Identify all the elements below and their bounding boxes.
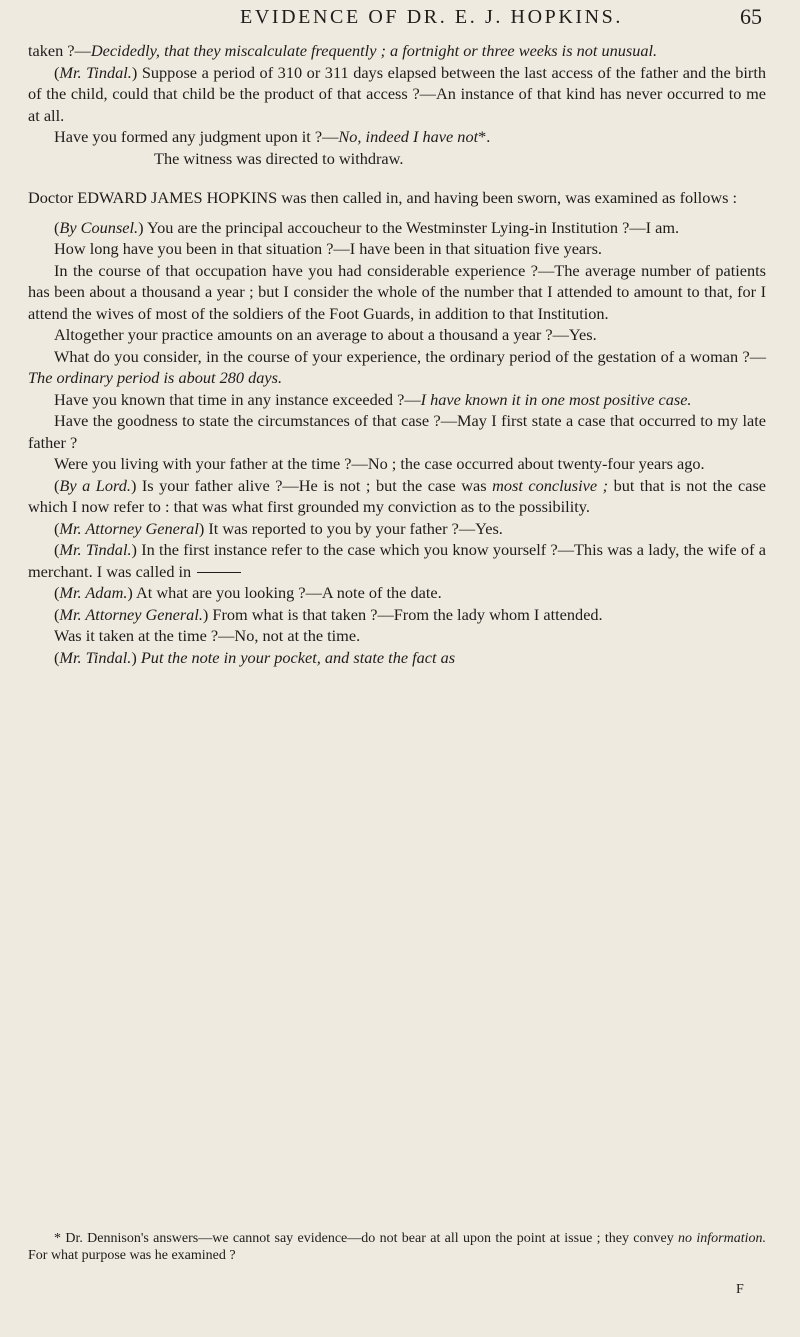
em-rule — [197, 572, 241, 573]
paragraph: (Mr. Tindal.) Put the note in your pocket, and state the fact as — [54, 647, 456, 667]
paragraph: The witness was directed to withdraw. — [154, 148, 404, 168]
paragraph: (Mr. Attorney General) It was reported to you by your father ?—Yes. — [54, 518, 503, 538]
speaker: Mr. Tindal. — [59, 62, 132, 82]
paragraph: Altogether your practice amounts on an average to about a thousand a year ?—Yes. — [54, 325, 597, 344]
paragraph: (Mr. Tindal.) Suppose a period of 310 or 311 days elapsed between the last access of the father and the birth of the child, could that child be the product of that access ?—An instance of that kind has never occurred to me at all. — [28, 62, 766, 125]
paragraph: Was it taken at the time ?—No, not at the time. — [54, 626, 361, 645]
paragraph: Have you known that time in any instance exceeded ?—I have known it in one most positive case. — [54, 389, 692, 409]
speaker: Mr. Attorney General — [59, 518, 199, 538]
body-text — [28, 40, 766, 668]
paragraph: (Mr. Adam.) At what are you looking ?—A note of the date. — [54, 583, 442, 602]
paragraph: Were you living with your father at the time ?—No ; the case occurred about twenty-four years ago. — [54, 454, 705, 473]
speaker: Mr. Adam. — [59, 583, 128, 602]
signature-mark: F — [736, 1282, 744, 1297]
paragraph: In the course of that occupation have you had considerable experience ?—The average number of patients has been about a thousand a year ; but I consider the whole of the number that I attended to amount to that, for I attend the wives of most of the soldiers of the Foot Guards, in addition to that Institution. — [28, 260, 766, 323]
page-number: 65 — [740, 4, 762, 29]
paragraph: What do you consider, in the course of your experience, the ordinary period of the gestation of a woman ?—The ordinary period is about 280 days. — [28, 346, 766, 387]
speaker: Mr. Tindal. — [59, 647, 132, 667]
paragraph-witness-called: Doctor EDWARD JAMES HOPKINS was then called in, and having been sworn, was examined as follows : — [28, 188, 738, 207]
speaker: By a Lord. — [59, 475, 131, 495]
running-head: EVIDENCE OF DR. E. J. HOPKINS. — [240, 6, 624, 28]
paragraph: (By a Lord.) Is your father alive ?—He is not ; but the case was most conclusive ; but that is not the case which I now refer to : that was what first grounded my conviction as to the possibility. — [28, 475, 767, 516]
paragraph: (Mr. Attorney General.) From what is that taken ?—From the lady whom I attended. — [54, 604, 603, 624]
paragraph: Have you formed any judgment upon it ?—No, indeed I have not*. — [54, 127, 491, 146]
footnote: * Dr. Dennison's answers—we cannot say evidence—do not bear at all upon the point at issue ; they convey no information. For what purpose was he examined ? — [28, 1231, 766, 1263]
speaker: Mr. Attorney General. — [59, 604, 203, 624]
paragraph: How long have you been in that situation ?—I have been in that situation five years. — [54, 239, 602, 258]
paragraph: taken ?—Decidedly, that they miscalculate frequently ; a fortnight or three weeks is not unusual. — [28, 41, 658, 60]
paragraph: Have the goodness to state the circumstances of that case ?—May I first state a case that occurred to my late father ? — [28, 411, 766, 452]
paragraph: (Mr. Tindal.) In the first instance refer to the case which you know yourself ?—This was a lady, the wife of a merchant. I was called in — [28, 540, 766, 581]
paragraph: (By Counsel.) You are the principal accoucheur to the Westminster Lying-in Institution ?—I am. — [54, 217, 680, 237]
speaker: Mr. Tindal. — [59, 540, 132, 559]
page-header — [0, 2, 800, 32]
speaker: By Counsel. — [59, 217, 139, 237]
